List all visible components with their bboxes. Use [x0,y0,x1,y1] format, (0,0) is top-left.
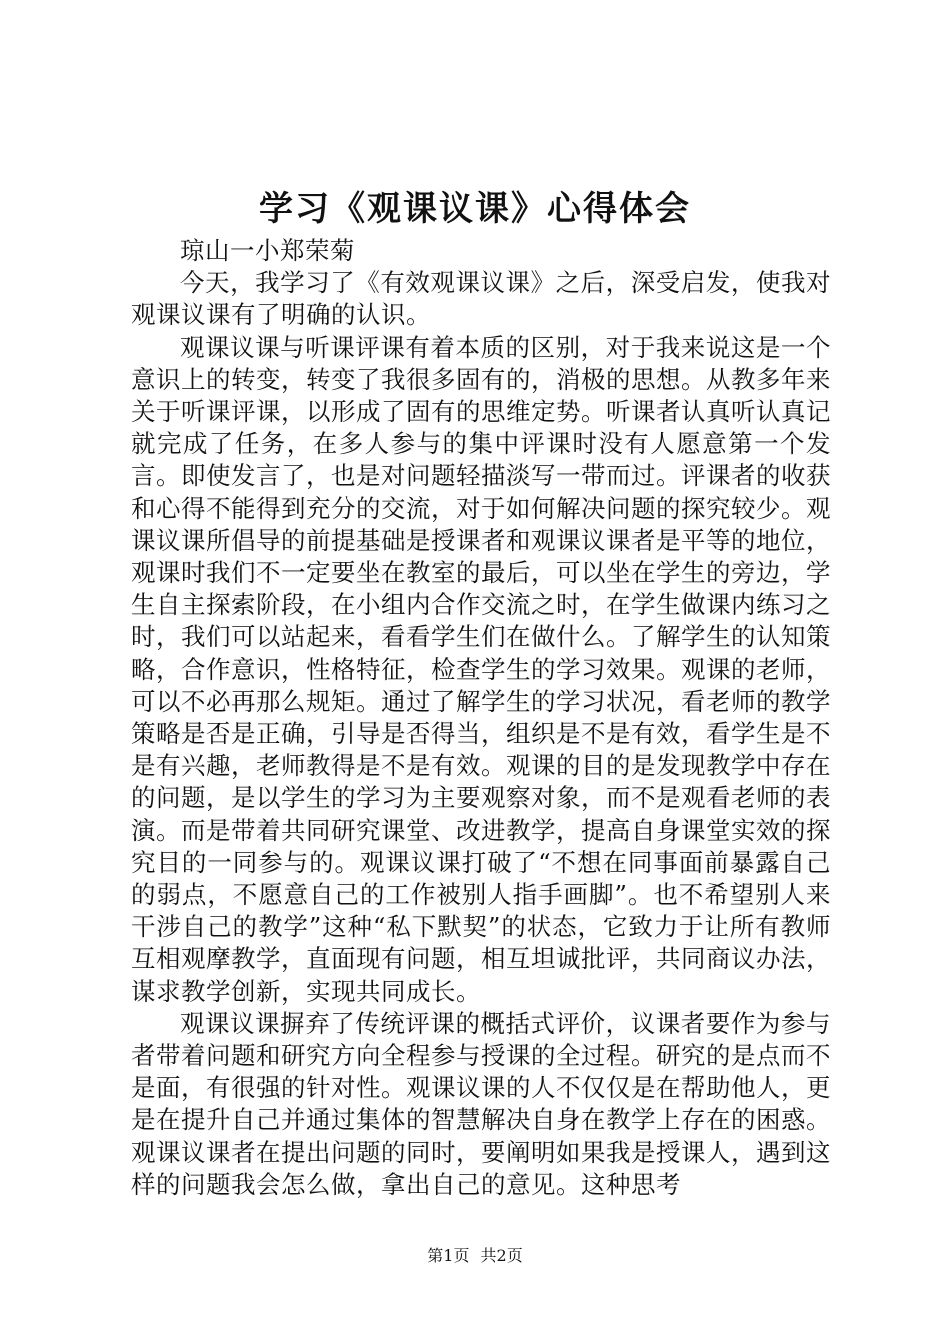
author-line: 琼山一小郑荣菊 [180,236,355,265]
document-title: 学习《观课议课》心得体会 [259,189,691,229]
paragraph-2: 观课议课与听课评课有着本质的区别，对于我来说这是一个意识上的转变，转变了我很多固有的，消极的思想。从教多年来关于听课评课，以形成了固有的思维定势。听课者认真听认真记就完成了任务，在多人参与的集中评课时没有人愿意第一个发言。即使发言了，也是对问题轻描淡写一带而过。评课者的收获和心得不能得到充分的交流，对于如何解决问题的探究较少。观课议课所倡导的前提基础是授课者和观课议课者是平等的地位，观课时我们不一定要坐在教室的最后，可以坐在学生的旁边，学生自主探索阶段，在小组内合作交流之时，在学生做课内练习之时，我们可以站起来，看看学生们在做什么。了解学生的认知策略，合作意识，性格特征，检查学生的学习效果。观课的老师，可以不必再那么规矩。通过了解学生的学习状况，看老师的教学策略是否是正确，引导是否得当，组织是不是有效，看学生是不是有兴趣，老师教得是不是有效。观课的目的是发现教学中存在的问题，是以学生的学习为主要观察对象，而不是观看老师的表演。而是带着共同研究课堂、改进教学，提高自身课堂实效的探究目的一同参与的。观课议课打破了“不想在同事面前暴露自己的弱点，不愿意自己的工作被别人指手画脚”。也不希望别人来干涉自己的教学”这种“私下默契”的状态，它致力于让所有教师互相观摩教学，直面现有问题，相互坦诚批评，共同商议办法，谋求教学创新，实现共同成长。 [131,332,831,1006]
paragraph-3: 观课议课摒弃了传统评课的概括式评价，议课者要作为参与者带着问题和研究方向全程参与授课的全过程。研究的是点而不是面，有很强的针对性。观课议课的人不仅仅是在帮助他人，更是在提升自己并通过集体的智慧解决自身在教学上存在的困惑。观课议课者在提出问题的同时，要阐明如果我是授课人，遇到这样的问题我会怎么做，拿出自己的意见。这种思考 [131,1008,831,1199]
paragraph-1: 今天，我学习了《有效观课议课》之后，深受启发，使我对观课议课有了明确的认识。 [131,268,831,330]
page-number-total: 共2页 [480,1246,523,1265]
page-footer [0,1244,950,1268]
document-body [131,235,831,1201]
page-number-current: 第1页 [427,1246,470,1265]
